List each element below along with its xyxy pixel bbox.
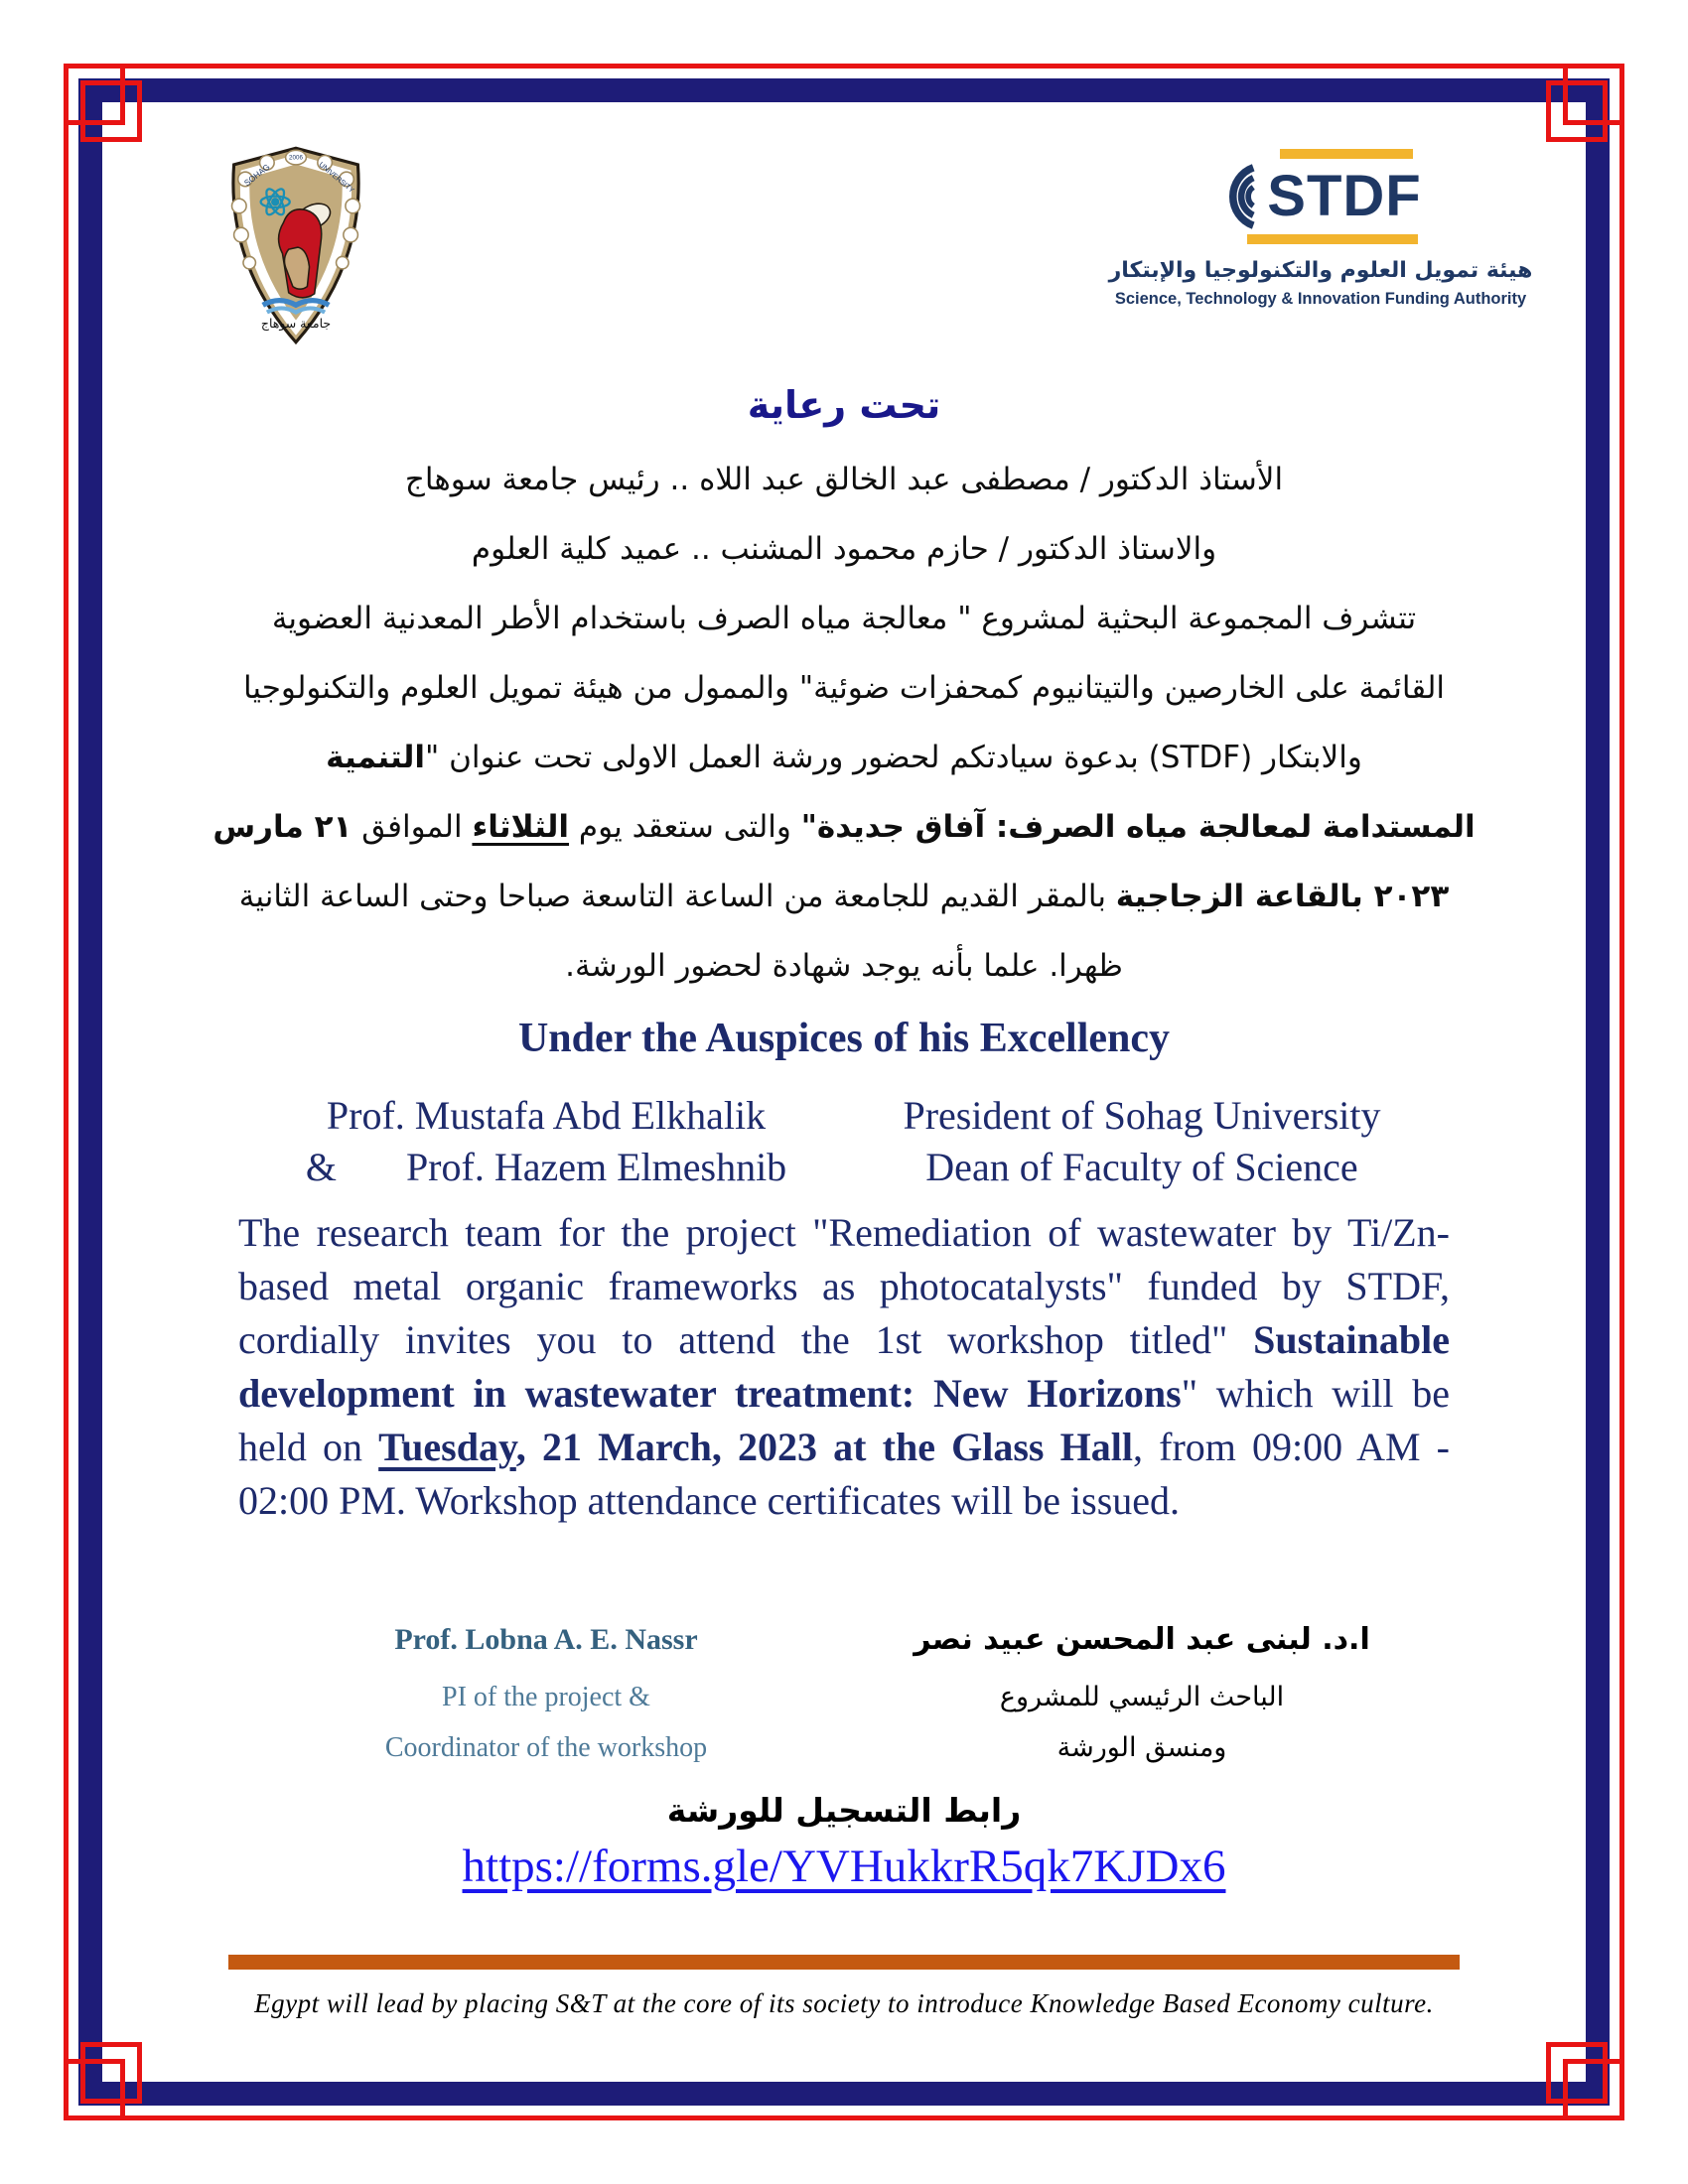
dignitary-title: President of Sohag University [903,1093,1381,1138]
stdf-wordmark: STDF [1267,164,1422,228]
signature-block [248,1618,1440,1773]
arabic-line: والابتكار (STDF) بدعوة سيادتكم لحضور ورشة العمل الاولى تحت عنوان "التنمية [326,740,1362,775]
dignitary-title: Dean of Faculty of Science [925,1145,1358,1189]
english-invitation-paragraph: The research team for the project "Remediation of wastewater by Ti/Zn-based metal organic frameworks as photocatalysts" funded by STDF, cordially invites you to attend the 1st workshop titled" Sustainable development in wastewater treatment: New Horizons" which will be held on Tuesday, 21 March, 2023 at the Glass Hall, from 09:00 AM - 02:00 PM. Workshop attendance certificates will be issued. [238,1210,1451,1523]
arabic-line: المستدامة لمعالجة مياه الصرف: آفاق جديدة" والتى ستعقد يوم الثلاثاء الموافق ٢١ مارس [212,809,1476,845]
auspices-heading: Under the Auspices of his Excellency [517,1016,1171,1061]
corner-ornament-square [1546,2042,1608,2104]
registration-link[interactable]: https://forms.gle/YVHukkrR5qk7KJDx6 [462,1841,1226,1892]
dignitary-row [248,1142,1440,1193]
pi-role-line: PI of the project & [442,1682,650,1712]
stdf-name-english: Science, Technology & Innovation Funding Authority [1114,290,1527,308]
stdf-gold-bar-top [1280,149,1413,159]
ampersand: & [305,1145,337,1189]
signature-arabic [844,1618,1440,1773]
corner-ornament-square [80,80,142,142]
stdf-gold-bar-bottom [1247,234,1418,244]
pi-role-line-arabic: الباحث الرئيسي للمشروع [999,1682,1285,1712]
arabic-invitation-body [104,445,1584,1001]
pi-name-english: Prof. Lobna A. E. Nassr [394,1623,698,1656]
registration-link-wrapper [0,1837,1688,1896]
arabic-line: القائمة على الخارصين والتيتانيوم كمحفزات ضوئية" والممول من هيئة تمويل العلوم والتكنولوجيا [242,670,1446,706]
orange-divider-bar [228,1955,1460,1970]
stdf-arcs-icon [1219,164,1261,229]
logo-year: 2006 [289,154,303,162]
stdf-logo-block [1108,149,1533,309]
sohag-university-logo [211,142,380,348]
arabic-line: ظهرا. علما بأنه يوجد شهادة لحضور الورشة. [565,948,1123,984]
pi-role-line-arabic: ومنسق الورشة [1056,1732,1227,1763]
arabic-line: ٢٠٢٣ بالقاعة الزجاجية بالمقر القديم للجامعة من الساعة التاسعة صباحا وحتى الساعة الثانية [238,879,1450,914]
footer-tagline: Egypt will lead by placing S&T at the core of its society to introduce Knowledge Based Economy culture. [254,1988,1434,2018]
dignitary-row [248,1090,1440,1142]
corner-ornament-square [1546,80,1608,142]
logo-text-university: UNIVERSITY [317,160,356,195]
pi-role-line: Coordinator of the workshop [384,1732,708,1763]
stdf-name-arabic: هيئة تمويل العلوم والتكنولوجيا والإبتكار [1108,258,1533,283]
patronage-heading-arabic: تحت رعاية [747,383,941,427]
dignitary-rows [248,1090,1440,1193]
arabic-line: الأستاذ الدكتور / مصطفى عبد الخالق عبد اللاه .. رئيس جامعة سوهاج [404,462,1284,497]
pi-name-arabic: ا.د. لبنى عبد المحسن عبيد نصر [914,1622,1370,1657]
signature-english [248,1618,844,1773]
corner-ornament-square [80,2042,142,2104]
logo-text-sohag: SOHAG [241,161,272,189]
registration-heading-arabic: رابط التسجيل للورشة [666,1791,1022,1830]
logo-name-arabic: جامعة سوهاج [260,316,332,332]
dignitary-name: Prof. Hazem Elmeshnib [405,1145,787,1189]
arabic-line: والاستاذ الدكتور / حازم محمود المشنب .. عميد كلية العلوم [471,531,1217,567]
dignitary-name: Prof. Mustafa Abd Elkhalik [326,1093,767,1138]
arabic-line: تتشرف المجموعة البحثية لمشروع " معالجة مياه الصرف باستخدام الأطر المعدنية العضوية [271,601,1417,636]
